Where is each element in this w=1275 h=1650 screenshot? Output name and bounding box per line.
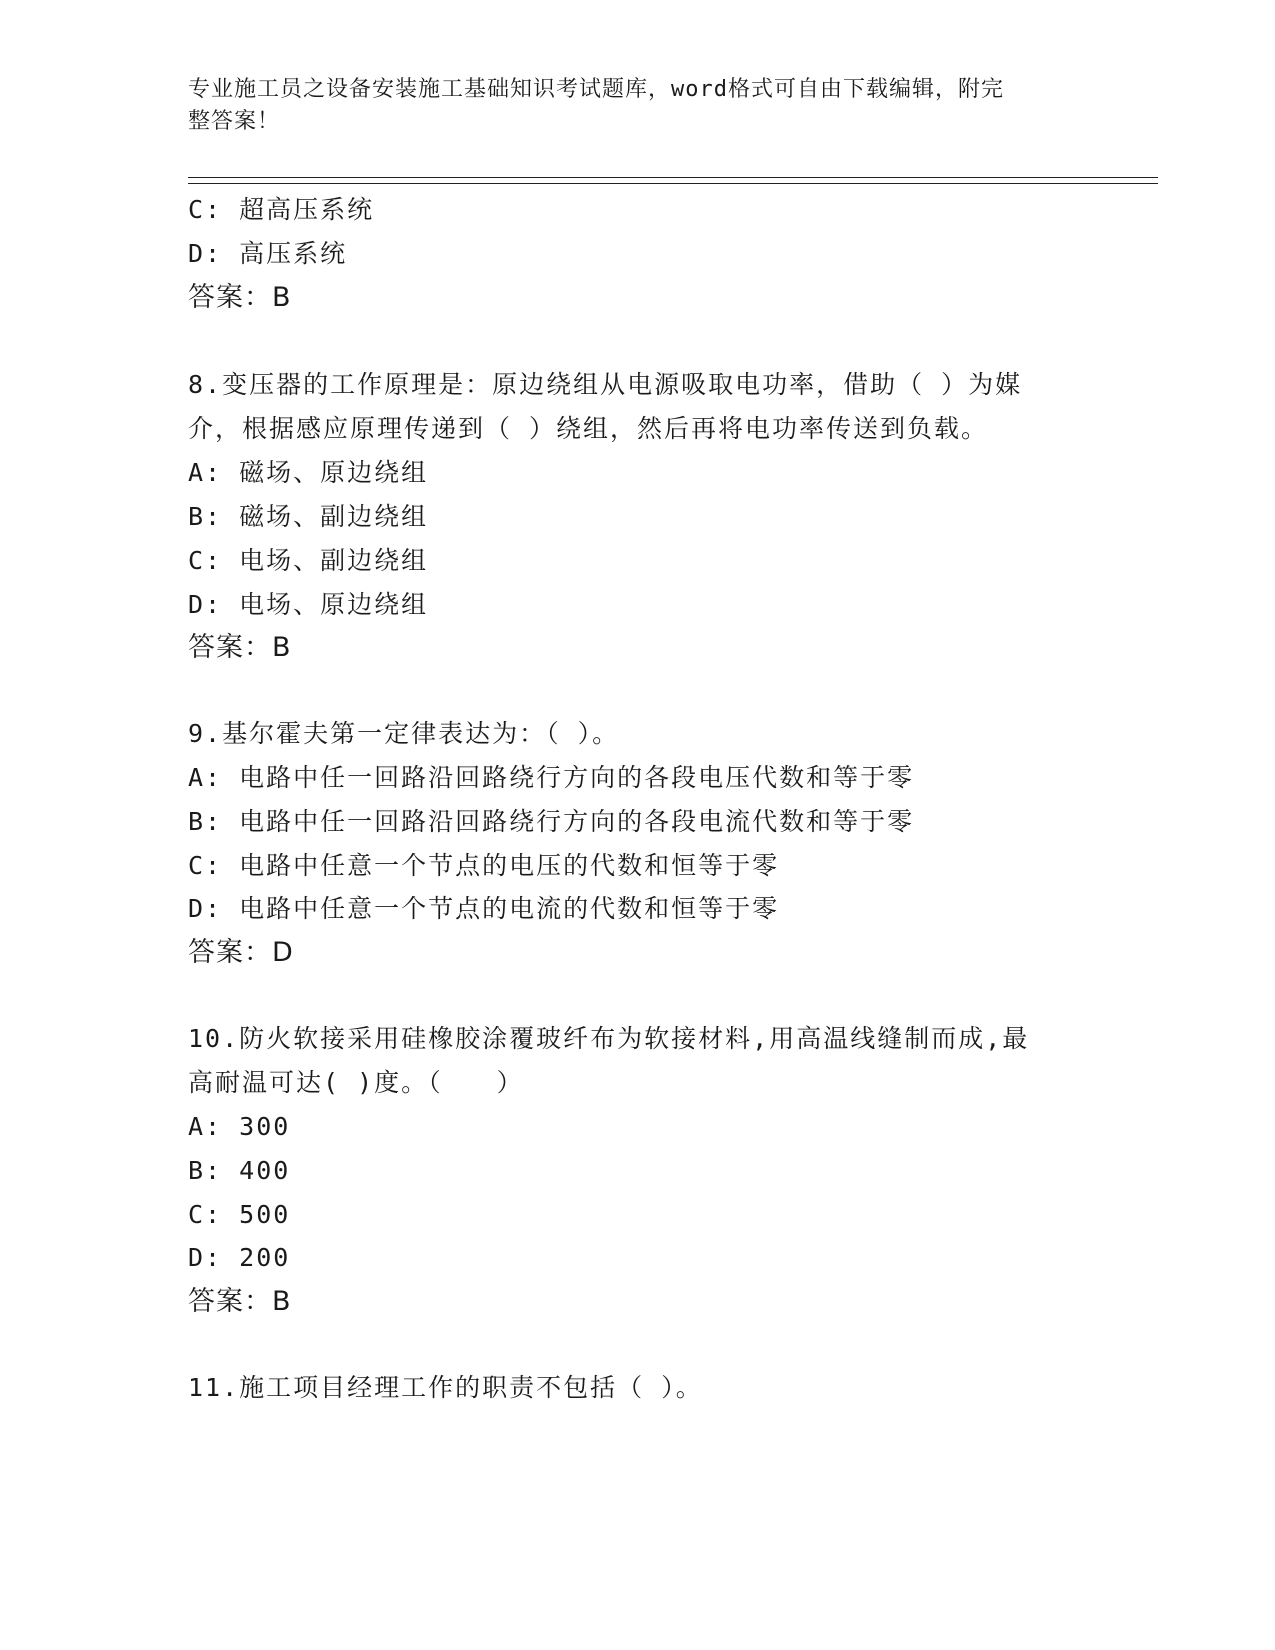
q9-option-a: A: 电路中任一回路沿回路绕行方向的各段电压代数和等于零	[188, 763, 915, 792]
q7-option-c: C: 超高压系统	[188, 195, 375, 224]
q8-option-c: C: 电场、副边绕组	[188, 546, 429, 575]
q9-answer: 答案：D	[188, 937, 294, 968]
header-divider-bottom	[188, 183, 1158, 184]
q9-option-c: C: 电路中任意一个节点的电压的代数和恒等于零	[188, 851, 780, 880]
q10-answer: 答案：B	[188, 1286, 292, 1317]
header-divider-top	[188, 177, 1158, 178]
document-header	[188, 74, 1068, 138]
q11-stem: 11.施工项目经理工作的职责不包括（ ）。	[188, 1373, 703, 1402]
q8-option-a: A: 磁场、原边绕组	[188, 458, 429, 487]
header-title-line1: 专业施工员之设备安装施工基础知识考试题库，word格式可自由下载编辑，附完	[188, 77, 1004, 102]
q9-stem: 9.基尔霍夫第一定律表达为：（ ）。	[188, 719, 620, 748]
q8-option-d: D: 电场、原边绕组	[188, 590, 429, 619]
q10-option-b: B: 400	[188, 1156, 291, 1185]
q7-option-d: D: 高压系统	[188, 239, 348, 268]
q8-stem-line1: 8.变压器的工作原理是：原边绕组从电源吸取电功率，借助（ ）为媒	[188, 370, 1023, 399]
q7-answer: 答案：B	[188, 282, 292, 313]
q8-option-b: B: 磁场、副边绕组	[188, 502, 429, 531]
q10-option-d: D: 200	[188, 1243, 291, 1272]
header-title-line2: 整答案！	[188, 109, 281, 134]
q10-option-c: C: 500	[188, 1200, 291, 1229]
q10-stem-line1: 10.防火软接采用硅橡胶涂覆玻纤布为软接材料,用高温线缝制而成,最	[188, 1024, 1030, 1053]
q8-answer: 答案：B	[188, 632, 292, 663]
q9-option-b: B: 电路中任一回路沿回路绕行方向的各段电流代数和等于零	[188, 807, 915, 836]
q8-stem-line2: 介，根据感应原理传递到（ ）绕组，然后再将电功率传送到负载。	[188, 414, 989, 443]
q9-option-d: D: 电路中任意一个节点的电流的代数和恒等于零	[188, 894, 780, 923]
q10-stem-line2: 高耐温可达( )度。（ ）	[188, 1068, 524, 1097]
q10-option-a: A: 300	[188, 1112, 291, 1141]
